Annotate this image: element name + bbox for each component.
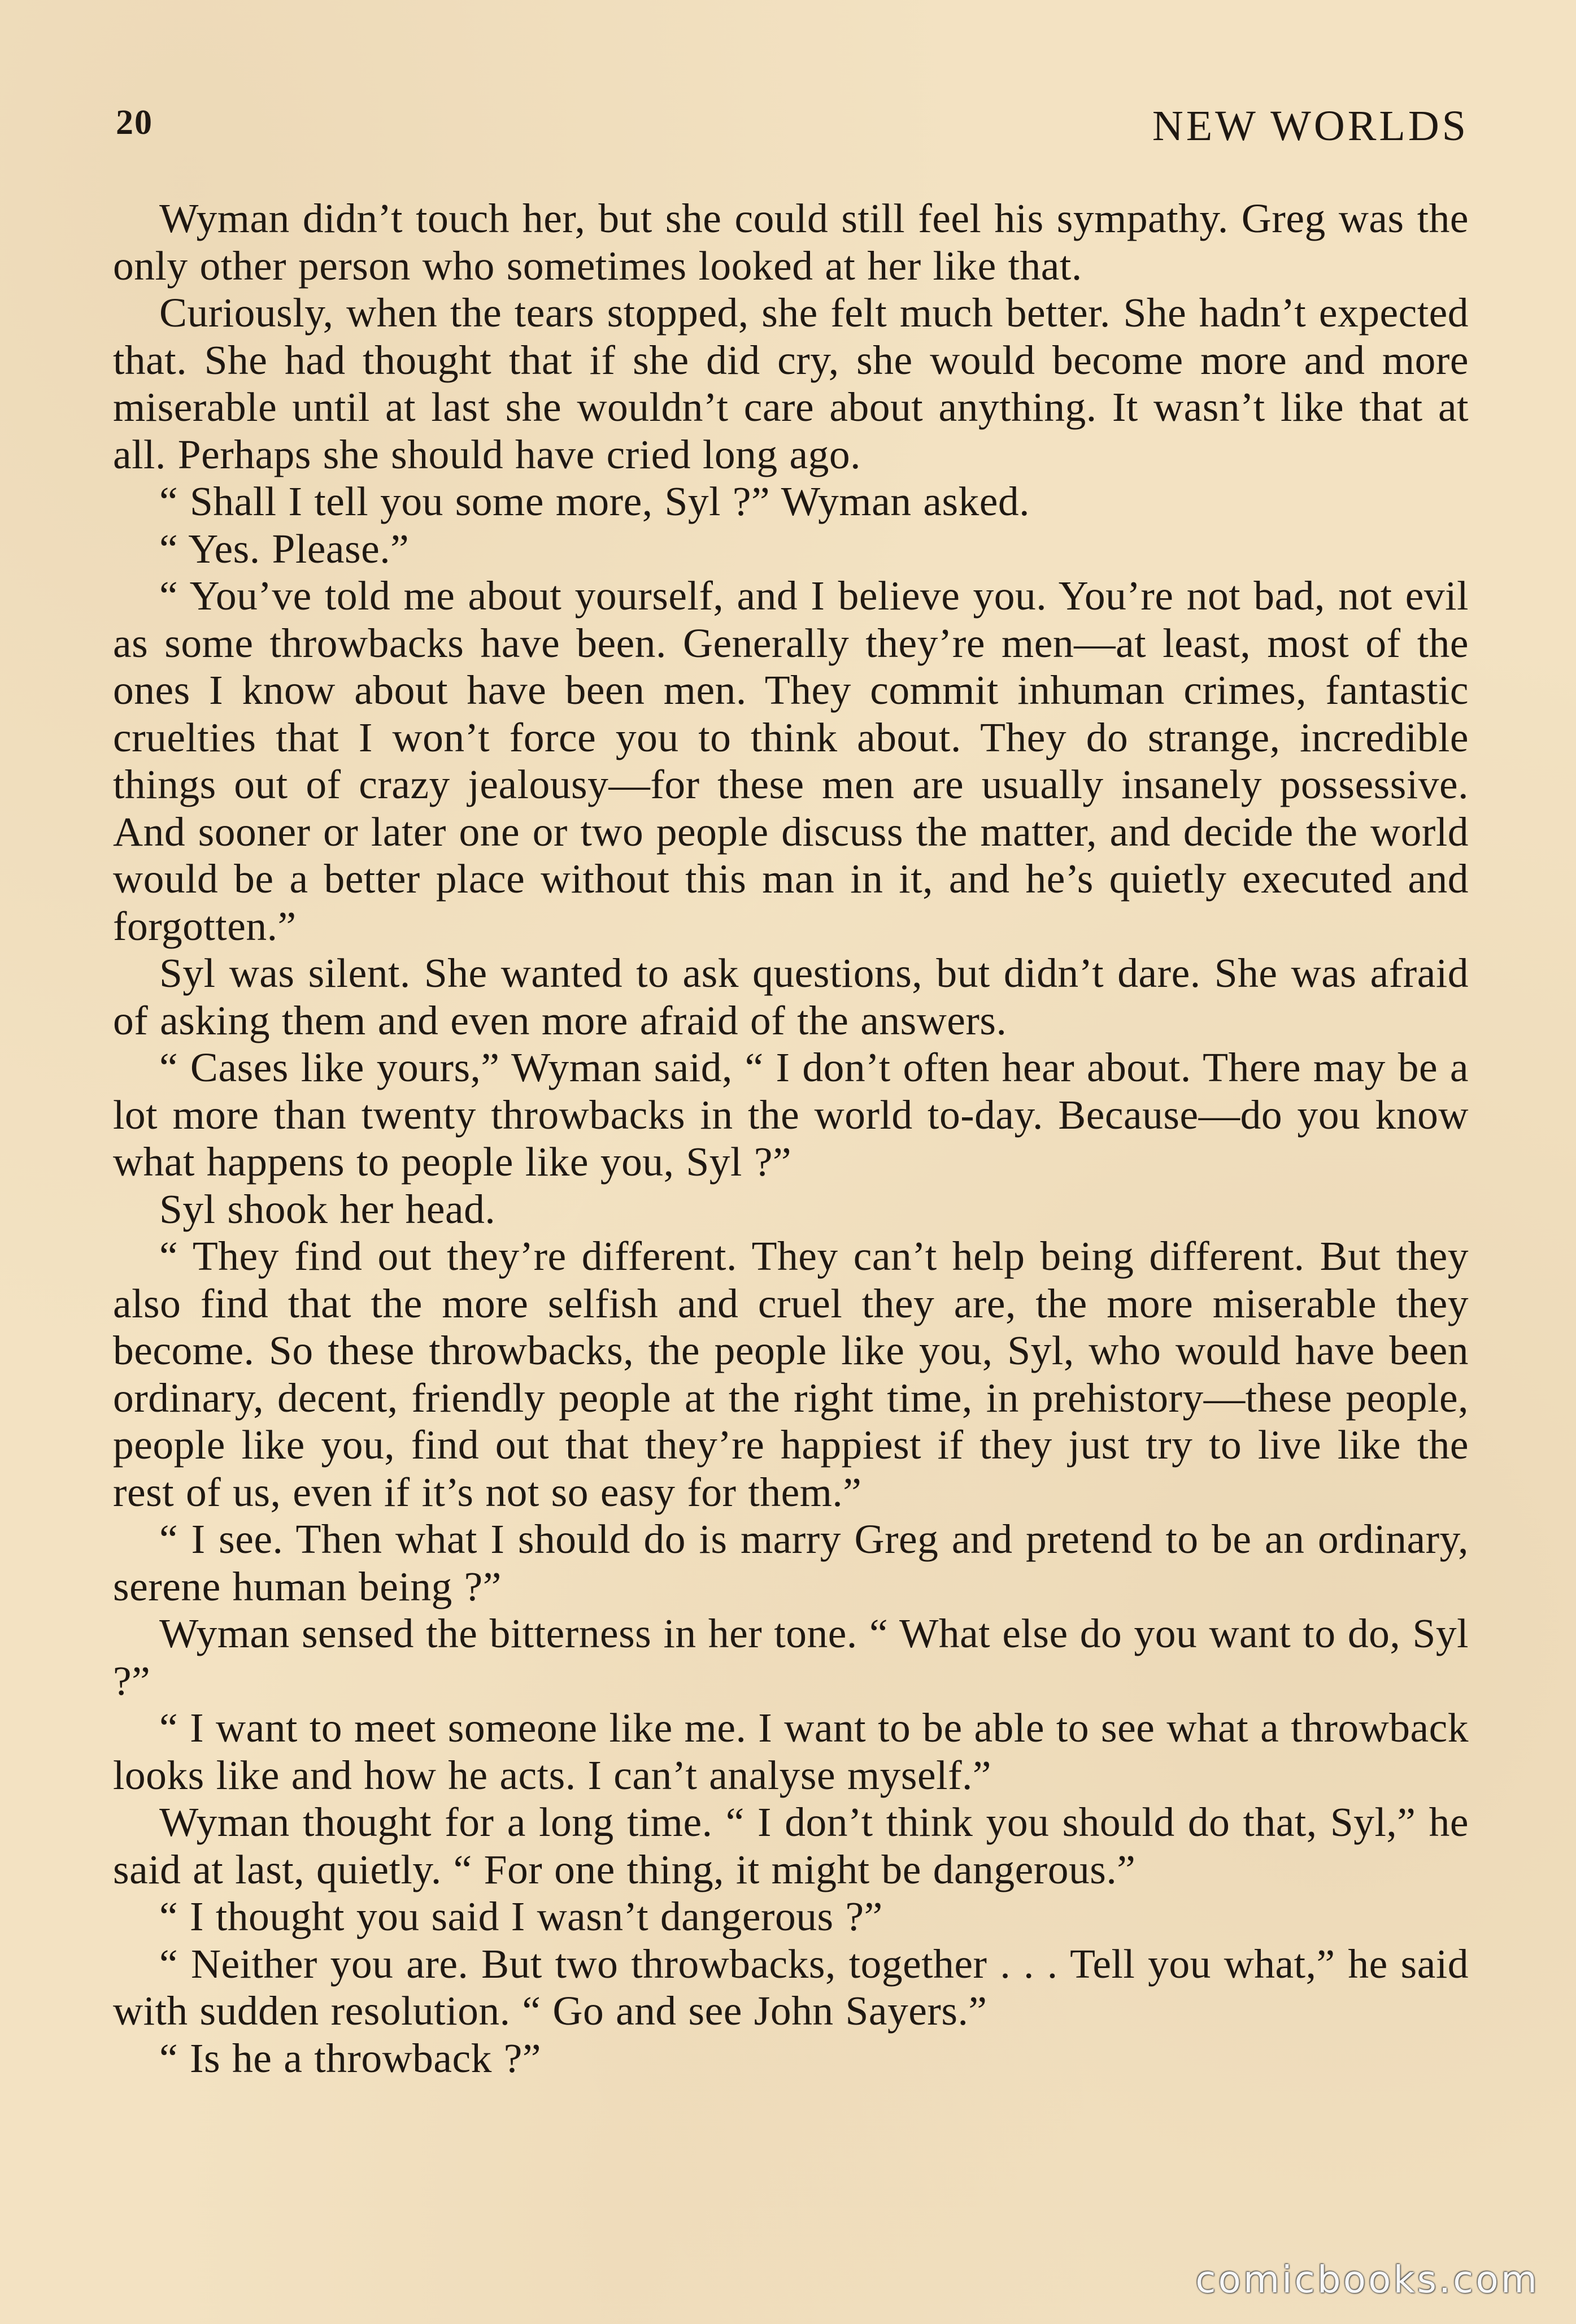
paragraph: “ I want to meet someone like me. I want to be able to see what a throwback looks like and how he acts. I can’t analyse myself.” — [113, 1705, 1469, 1798]
paragraph: Wyman didn’t touch her, but she could still feel his sympathy. Greg was the only other person who sometimes looked at her like that. — [113, 195, 1469, 289]
paragraph: “ I see. Then what I should do is marry Greg and pretend to be an ordinary, serene human being ?” — [113, 1516, 1469, 1609]
paragraph: Syl shook her head. — [159, 1186, 496, 1232]
watermark: comicbooks.com — [1195, 2258, 1539, 2301]
paragraph: “ Is he a throwback ?” — [159, 2035, 542, 2081]
paragraph: Syl was silent. She wanted to ask questions, but didn’t dare. She was afraid of asking them and even more afraid of the answers. — [113, 950, 1469, 1043]
body-text — [113, 195, 1469, 2082]
paragraph: “ I thought you said I wasn’t dangerous ?” — [159, 1894, 883, 1939]
paragraph: “ You’ve told me about yourself, and I believe you. You’re not bad, not evil as some throwbacks have been. Generally they’re men—at least, most of the ones I know about have been men. They commit inhuman crimes, fantastic cruelties that I won’t force you to think about. They do strange, incredible things out of crazy jealousy—for these men are usually insanely possessive. And sooner or later one or two people discuss the matter, and decide the world would be a better place without this man in it, and he’s quietly executed and forgotten.” — [113, 573, 1469, 949]
paragraph: “ Neither you are. But two throwbacks, together . . . Tell you what,” he said with sudden resolution. “ Go and see John Sayers.” — [113, 1940, 1469, 2034]
paragraph: Curiously, when the tears stopped, she felt much better. She hadn’t expected that. She had thought that if she did cry, she would become more and more miserable until at last she wouldn’t care about anything. It wasn’t like that at all. Perhaps she should have cried long ago. — [113, 290, 1469, 477]
paragraph: “ They find out they’re different. They can’t help being different. But they also find that the more selfish and cruel they are, the more miserable they become. So these throwbacks, the people like you, Syl, who would have been ordinary, decent, friendly people at the right time, in prehistory—these people, people like you, find out that they’re happiest if they just try to live like the rest of us, even if it’s not so easy for them.” — [113, 1233, 1469, 1515]
paragraph: “ Cases like yours,” Wyman said, “ I don’t often hear about. There may be a lot more than twenty throwbacks in the world to-day. Because—do you know what happens to people like you, Syl ?” — [113, 1045, 1469, 1185]
running-title: NEW WORLDS — [1152, 102, 1469, 150]
paragraph: “ Yes. Please.” — [159, 525, 410, 572]
paragraph: “ Shall I tell you some more, Syl ?” Wyman asked. — [159, 478, 1030, 524]
paragraph: Wyman sensed the bitterness in her tone. “ What else do you want to do, Syl ?” — [113, 1611, 1469, 1704]
paragraph: Wyman thought for a long time. “ I don’t think you should do that, Syl,” he said at last, quietly. “ For one thing, it might be dangerous.” — [113, 1799, 1469, 1892]
page-number: 20 — [116, 103, 153, 142]
